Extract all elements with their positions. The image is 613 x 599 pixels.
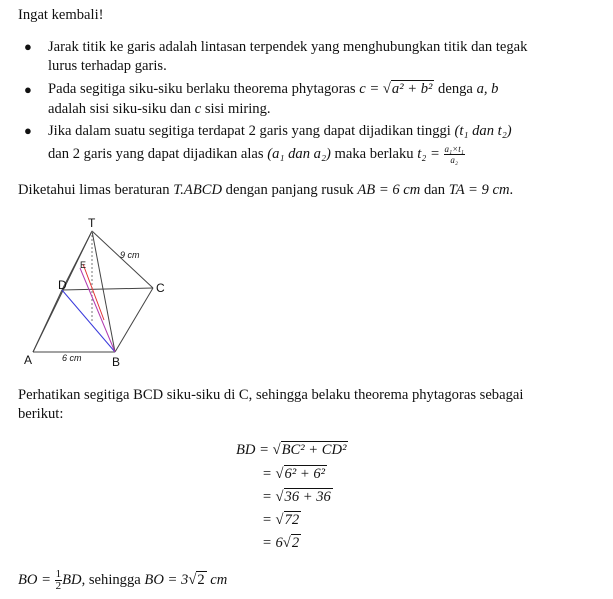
step-2: = √6² + 6² [262, 466, 326, 482]
bullet-2-line-2-text-2: sisi miring. [201, 101, 271, 117]
step-1: BD = √BC² + CD² [236, 442, 347, 458]
conclusion-rhs-radicand: 2 [197, 572, 205, 588]
bullet-2-line-2-var: c [194, 101, 202, 117]
step-2-lhs: = [262, 466, 276, 482]
pythagoras-formula-lhs: c = [359, 81, 383, 97]
bullet-3-fraction-num: a₁×t₁ [444, 144, 464, 154]
bullet-dot-2: ● [24, 82, 32, 97]
step-3-radicand: 36 + 36 [284, 489, 331, 505]
bullet-2-line-2 [48, 100, 271, 118]
given-text-2: dengan panjang rusuk [222, 182, 358, 198]
step-3: = √36 + 36 [262, 489, 331, 505]
edge-ad [33, 290, 62, 352]
bullet-dot-1: ● [24, 39, 32, 54]
given-text-4: . [509, 182, 514, 198]
note-line-1: Perhatikan segitiga BCD siku-siku di C, sehingga belaku theorema phytagoras sebagai [18, 387, 524, 403]
conclusion-text: , sehingga [81, 572, 145, 588]
bullet-3-line-2-text-2: maka berlaku [330, 145, 418, 162]
bullet-dot-3: ● [24, 123, 32, 138]
bullet-2-vars: a, b [476, 81, 499, 97]
half-fraction [55, 569, 63, 592]
given-statement [18, 181, 513, 199]
bullet-1-line-2: lurus terhadap garis. [48, 58, 167, 74]
label-a: A [24, 353, 33, 367]
conclusion-bd: BD [62, 572, 82, 588]
bullet-3-formula-lhs: t₂ = [417, 145, 444, 162]
bullet-3-fraction [444, 144, 465, 165]
pythagoras-formula-radicand: a² + b² [391, 81, 433, 97]
bullet-2-line-1: Pada segitiga siku-siku berlaku theorema phytagoras c = √a² + b² denga a, b [48, 81, 499, 97]
bullet-3-line-2-text-1: dan 2 garis yang dapat dijadikan alas [48, 145, 268, 162]
step-2-radicand: 6² + 6² [284, 466, 326, 482]
bullet-1-line-1: Jarak titik ke garis adalah lintasan terpendek yang menghubungkan titik dan tegak [48, 39, 528, 55]
bullet-2-text-1: Pada segitiga siku-siku berlaku theorema phytagoras [48, 81, 360, 97]
label-tc-length: 9 cm [120, 250, 140, 260]
bullet-3-text-1: Jika dalam suatu segitiga terdapat 2 garis yang dapat dijadikan tinggi [48, 123, 455, 139]
diagonal-bd [62, 290, 115, 352]
conclusion: BO = $\frac{1}{2}$ BD, sehingga BO = 3√2 cm [18, 568, 228, 593]
bullet-3-line-2 [48, 144, 465, 165]
line-red [83, 264, 104, 320]
label-d: D [58, 278, 67, 292]
edge-ab-value: AB = 6 cm [357, 182, 421, 198]
edge-ta-value: TA = 9 cm [448, 182, 510, 198]
label-t: T [88, 216, 96, 230]
step-1-lhs: BD = [236, 442, 273, 458]
step-1-radicand: BC² + CD² [281, 442, 347, 458]
given-text-1: Diketahui limas beraturan [18, 182, 174, 198]
label-c: C [156, 281, 165, 295]
step-5-radicand: 2 [291, 535, 300, 551]
half-fraction-den: 2 [55, 580, 62, 593]
step-4-radicand: 72 [284, 512, 300, 528]
heading: Ingat kembali! [18, 7, 104, 23]
edge-bc [115, 288, 153, 352]
bullet-3-line-1 [48, 122, 512, 140]
step-5-lhs: = 6 [262, 535, 283, 551]
label-ab-length: 6 cm [62, 353, 82, 363]
bullet-3-heights: (t₁ dan t₂) [454, 123, 512, 139]
given-text-3: dan [420, 182, 449, 198]
conclusion-unit: cm [206, 572, 228, 588]
note-line-2: berikut: [18, 406, 64, 422]
step-4-lhs: = [262, 512, 276, 528]
step-3-lhs: = [262, 489, 276, 505]
step-5: = 6√2 [262, 535, 300, 551]
step-4: = √72 [262, 512, 300, 528]
half-fraction-num: 1 [55, 568, 62, 581]
bullet-2-line-2-text-1: adalah sisi siku-siku dan [48, 101, 195, 117]
label-b: B [112, 355, 121, 369]
bullet-3-bases: (a₁ dan a₂) [267, 145, 331, 162]
pyramid-figure [0, 205, 200, 375]
bullet-2-text-2: denga [434, 81, 477, 97]
conclusion-rhs-lhs: BO = 3 [144, 572, 189, 588]
conclusion-lhs: BO = [18, 572, 55, 588]
bullet-3-fraction-den: a₂ [450, 155, 458, 165]
edge-dc [62, 288, 153, 290]
pyramid-name: T.ABCD [173, 182, 223, 198]
label-e: E [80, 260, 87, 270]
